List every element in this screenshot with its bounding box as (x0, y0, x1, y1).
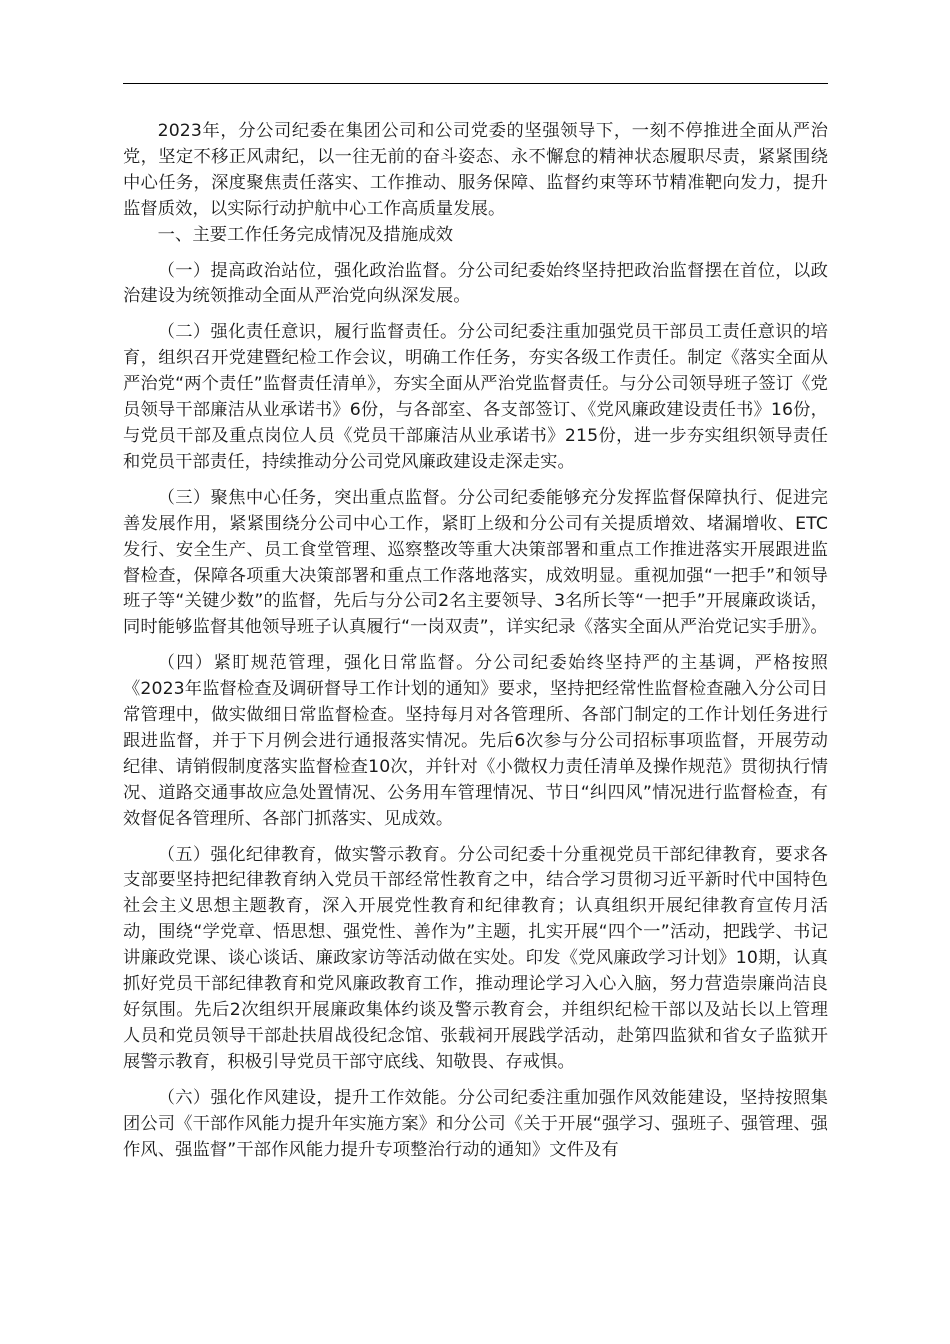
paragraph-daily-supervision: （四）紧盯规范管理，强化日常监督。分公司纪委始终坚持严的主基调，严格按照《2023年监督检查及调研督导工作计划的通知》要求，坚持把经常性监督检查融入分公司日常管理中，做实做细日常监督检查。坚持每月对各管理所、各部门制定的工作计划任务进行跟进监督，并于下月例会进行通报落实情况。先后6次参与分公司招标事项监督，开展劳动纪律、请销假制度落实监督检查10次，并针对《小微权力责任清单及操作规范》贯彻执行情况、道路交通事故应急处置情况、公务用车管理情况、节日“纠四风”情况进行监督检查，有效督促各管理所、各部门抓落实、见成效。 (123, 653, 828, 829)
paragraph-work-style: （六）强化作风建设，提升工作效能。分公司纪委注重加强作风效能建设，坚持按照集团公司《干部作风能力提升年实施方案》和分公司《关于开展“强学习、强班子、强管理、强作风、强监督”干部作风能力提升专项整治行动的通知》文件及有 (123, 1087, 828, 1160)
paragraph-political-supervision: （一）提高政治站位，强化政治监督。分公司纪委始终坚持把政治监督摆在首位，以政治建设为统领推动全面从严治党向纵深发展。 (123, 260, 828, 307)
intro-paragraph: 2023年，分公司纪委在集团公司和公司党委的坚强领导下，一刻不停推进全面从严治党，坚定不移正风肃纪，以一往无前的奋斗姿态、永不懈怠的精神状态履职尽责，紧紧围绕中心任务，深度聚焦责任落实、工作推动、服务保障、监督约束等环节精准靶向发力，提升监督质效，以实际行动护航中心工作高质量发展。 (123, 121, 828, 219)
header-rule (123, 83, 828, 84)
section-heading: 一、主要工作任务完成情况及措施成效 (157, 224, 454, 245)
paragraph-responsibility: （二）强化责任意识，履行监督责任。分公司纪委注重加强党员干部员工责任意识的培育，组织召开党建暨纪检工作会议，明确工作任务，夯实各级工作责任。制定《落实全面从严治党“两个责任”监督责任清单》，夯实全面从严治党监督责任。与分公司领导班子签订《党员领导干部廉洁从业承诺书》6份，与各部室、各支部签订、《党风廉政建设责任书》16份，与党员干部及重点岗位人员《党员干部廉洁从业承诺书》215份，进一步夯实组织领导责任和党员干部责任，持续推动分公司党风廉政建设走深走实。 (123, 322, 828, 472)
paragraph-discipline-education: （五）强化纪律教育，做实警示教育。分公司纪委十分重视党员干部纪律教育，要求各支部要坚持把纪律教育纳入党员干部经常性教育之中，结合学习贯彻习近平新时代中国特色社会主义思想主题教育，深入开展党性教育和纪律教育；认真组织开展纪律教育宣传月活动，围绕“学党章、悟思想、强党性、善作为”主题，扎实开展“四个一”活动，把践学、书记讲廉政党课、谈心谈话、廉政家访等活动做在实处。印发《党风廉政学习计划》10期，认真抓好党员干部纪律教育和党风廉政教育工作，推动理论学习入心入脑，努力营造崇廉尚洁良好氛围。先后2次组织开展廉政集体约谈及警示教育会，并组织纪检干部以及站长以上管理人员和党员领导干部赴扶眉战役纪念馆、张载祠开展践学活动，赴第四监狱和省女子监狱开展警示教育，积极引导党员干部守底线、知敬畏、存戒惧。 (123, 844, 828, 1072)
paragraph-key-supervision: （三）聚焦中心任务，突出重点监督。分公司纪委能够充分发挥监督保障执行、促进完善发展作用，紧紧围绕分公司中心工作，紧盯上级和分公司有关提质增效、堵漏增收、ETC发行、安全生产、员工食堂管理、巡察整改等重大决策部署和重点工作推进落实开展跟进监督检查，保障各项重大决策部署和重点工作落地落实，成效明显。重视加强“一把手”和领导班子等“关键少数”的监督，先后与分公司2名主要领导、3名所长等“一把手”开展廉政谈话，同时能够监督其他领导班子认真履行“一岗双责”，详实纪录《落实全面从严治党记实手册》。 (123, 487, 828, 638)
document-body (123, 119, 828, 1163)
